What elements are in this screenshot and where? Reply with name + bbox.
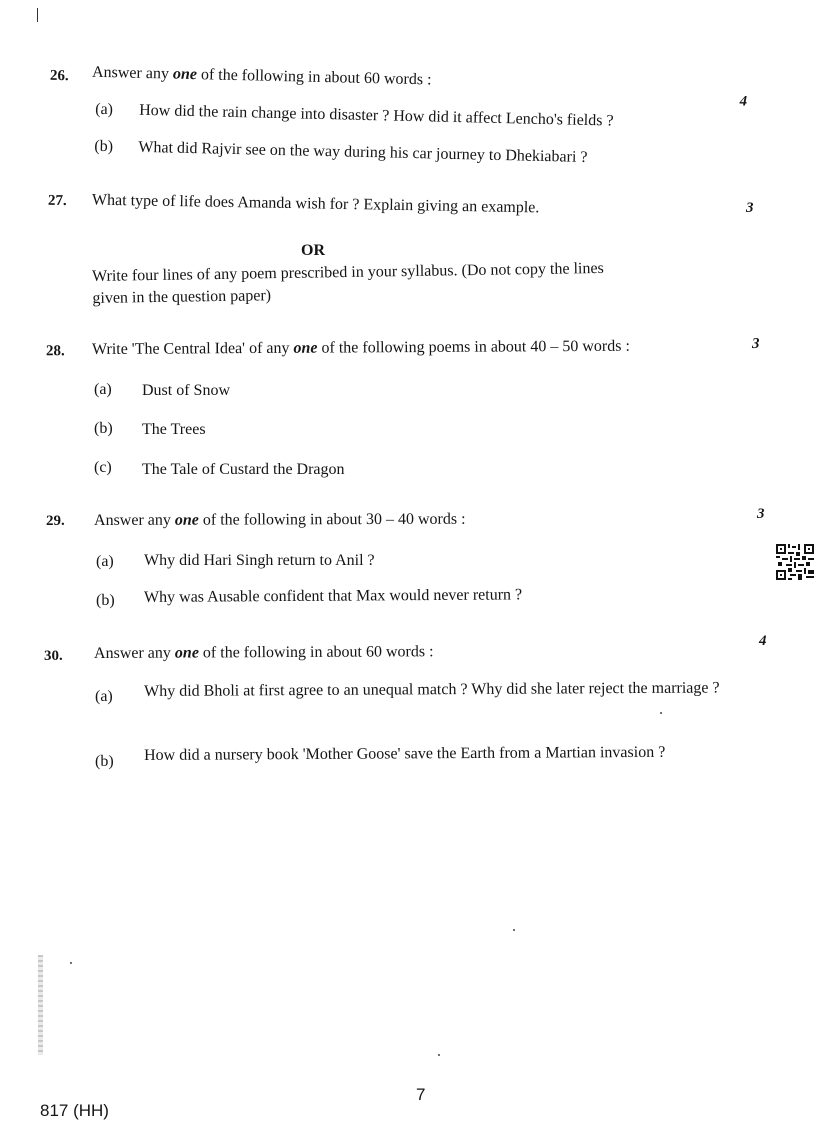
option-label: (a)	[95, 688, 113, 705]
question-number: 26.	[49, 67, 69, 85]
scan-edge-shadow	[38, 955, 43, 1055]
marks: 4	[759, 633, 767, 649]
scan-speck	[660, 712, 662, 714]
option-label: (b)	[96, 592, 115, 609]
question-number: 30.	[44, 648, 63, 664]
option-text: The Tale of Custard the Dragon	[142, 461, 345, 478]
alternative-text-line-1: Write four lines of any poem prescribed in your syllabus. (Do not copy the lines	[91, 259, 604, 285]
option-label: (b)	[94, 137, 114, 156]
or-separator: OR	[301, 242, 325, 259]
marks: 3	[746, 200, 754, 216]
scan-speck	[438, 1054, 440, 1056]
question-instruction: Answer any one of the following in about 60 words :	[91, 63, 432, 89]
scan-speck	[70, 962, 72, 964]
option-text: How did a nursery book 'Mother Goose' save the Earth from a Martian invasion ?	[144, 743, 666, 764]
question-26	[2, 0, 827, 166]
qr-code-icon	[776, 544, 814, 580]
option-text: How did the rain change into disaster ? How did it affect Lencho's fields ?	[139, 101, 614, 130]
option-label: (b)	[94, 420, 113, 437]
marks: 4	[739, 93, 748, 110]
option-label: (a)	[95, 100, 114, 119]
question-instruction: Write 'The Central Idea' of any one of the following poems in about 40 – 50 words :	[91, 337, 630, 358]
option-text: Why did Bholi at first agree to an unequal match ? Why did she later reject the marriage ?	[144, 679, 720, 700]
question-instruction: Answer any one of the following in about 60 words :	[93, 643, 434, 662]
scan-speck	[513, 929, 515, 931]
option-text: Why was Ausable confident that Max would never return ?	[143, 586, 523, 606]
option-text: What did Rajvir see on the way during his car journey to Dhekiabari ?	[138, 138, 588, 166]
option-label: (a)	[96, 553, 114, 570]
page-number: 7	[416, 1085, 426, 1104]
option-text: Why did Hari Singh return to Anil ?	[144, 552, 375, 569]
option-label: (c)	[94, 459, 112, 476]
question-number: 28.	[45, 343, 65, 360]
alternative-text-line-2: given in the question paper)	[92, 287, 272, 307]
option-label: (b)	[95, 753, 114, 770]
marks: 3	[751, 335, 760, 352]
marks: 3	[757, 506, 765, 522]
question-text: What type of life does Amanda wish for ? Explain giving an example.	[91, 191, 540, 217]
option-label: (a)	[94, 381, 112, 398]
paper-code: 817 (HH)	[40, 1101, 109, 1120]
question-number: 29.	[46, 513, 65, 529]
question-number: 27.	[47, 192, 67, 210]
question-instruction: Answer any one of the following in about 30 – 40 words :	[93, 510, 466, 529]
option-text: The Trees	[142, 421, 206, 438]
scan-edge-mark	[37, 8, 38, 22]
option-text: Dust of Snow	[142, 382, 231, 399]
